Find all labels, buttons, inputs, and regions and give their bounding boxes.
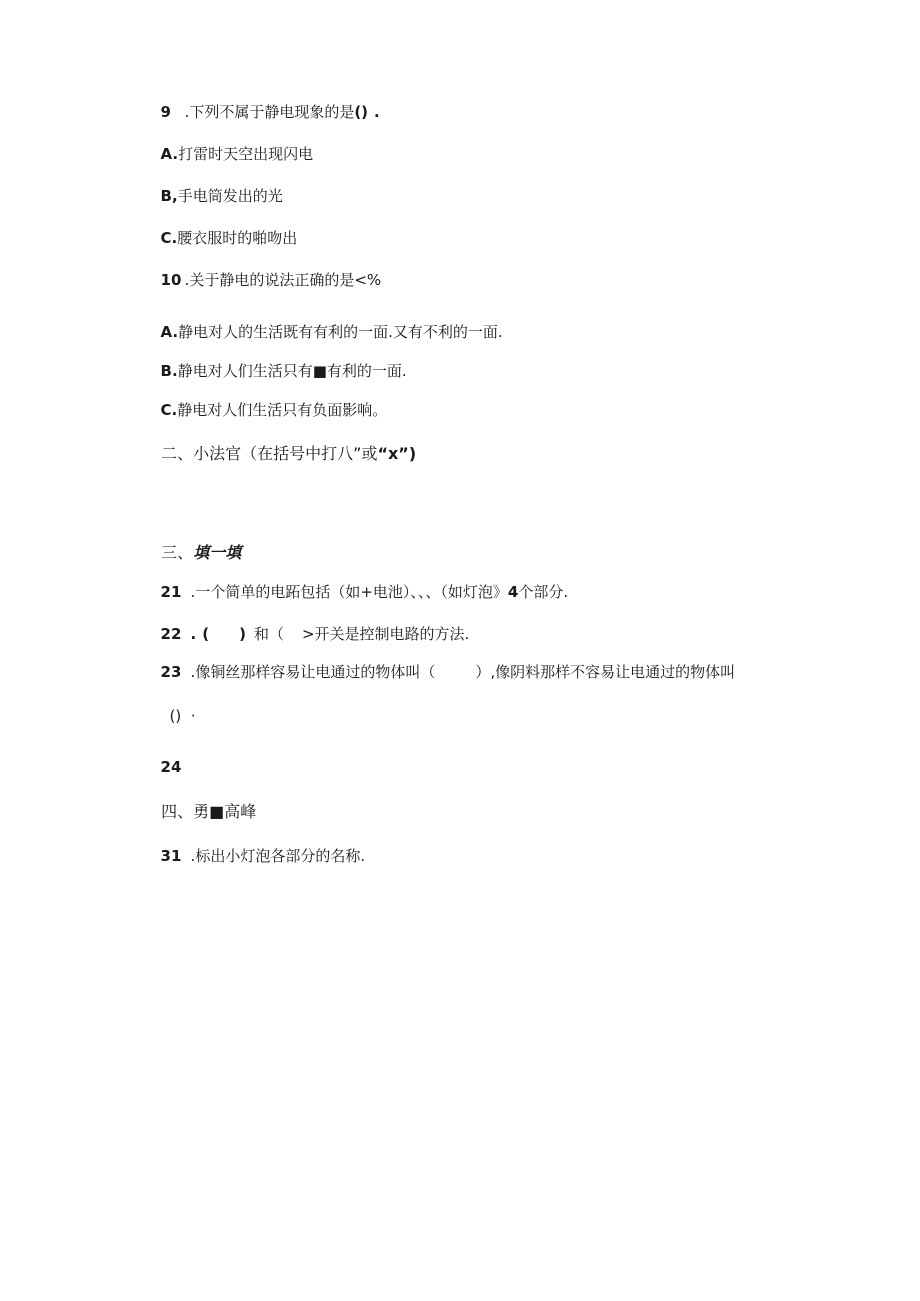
option-label: A. (160, 145, 179, 163)
answer-paren-close: ) (239, 625, 246, 643)
question-number: 9 (160, 103, 171, 121)
question-text: .标出小灯泡各部分的名称. (190, 847, 366, 865)
question-31 (151, 826, 365, 866)
part-count: 4 (507, 583, 519, 601)
section-mark: “x”) (377, 444, 417, 463)
section-prefix: 三、 (161, 543, 194, 562)
option-text: 静电对人的生活既有有利的一面.又有不利的一面. (178, 323, 503, 341)
question-text: .一个简单的电跖包括（如+电池）、、、（如灯泡》 (190, 583, 508, 601)
question-24 (151, 737, 181, 777)
option-text: 静电对人们生活只有负面影响。 (177, 401, 388, 419)
option-c (151, 208, 297, 248)
question-23-continuation (160, 686, 196, 726)
question-text: .关于静电的说法正确的是<% (184, 271, 382, 289)
answer-paren-open: ( (202, 625, 210, 643)
option-c (151, 380, 387, 420)
section-title: 填一填 (193, 543, 242, 562)
question-dot: . (190, 625, 197, 643)
question-text: .像铜丝那样容易让电通过的物体叫（ (190, 663, 436, 681)
question-10 (151, 250, 381, 290)
question-rest: >开关是控制电路的方法. (301, 625, 470, 643)
question-number: 10 (160, 271, 182, 289)
option-a (151, 124, 313, 164)
option-b (151, 166, 283, 206)
section-3-heading (151, 523, 241, 563)
question-text: .下列不属于静电现象的是 (184, 103, 355, 121)
question-end: . (374, 103, 380, 121)
question-number: 31 (160, 847, 182, 865)
question-21 (151, 562, 568, 602)
question-number: 23 (160, 663, 182, 681)
section-4-heading (151, 782, 256, 822)
answer-paren: () (354, 103, 369, 121)
option-label: B. (160, 362, 178, 380)
answer-paren: () · (169, 707, 196, 725)
option-label: C. (160, 401, 178, 419)
option-label: C. (160, 229, 178, 247)
question-mid: 和（ (253, 625, 284, 643)
option-text: 手电筒发出的光 (177, 187, 283, 205)
section-2-heading (151, 424, 416, 464)
option-label: A. (160, 323, 179, 341)
section-title: 二、小法官（在括号中打八”或 (161, 444, 378, 463)
option-a (151, 302, 503, 342)
section-title: 四、勇■高峰 (161, 802, 257, 821)
option-label: B, (160, 187, 178, 205)
option-text: 静电对人们生活只有■有利的一面. (177, 362, 407, 380)
question-23 (151, 642, 735, 682)
question-mid: ）,像阴料那样不容易让电通过的物体叫 (475, 663, 736, 681)
option-b (151, 341, 407, 381)
question-tail: 个部分. (518, 583, 569, 601)
question-number: 21 (160, 583, 182, 601)
question-number: 22 (160, 625, 182, 643)
question-22 (151, 604, 469, 644)
option-text: 腰衣服时的啪吻出 (177, 229, 298, 247)
question-9 (151, 82, 380, 122)
question-number: 24 (160, 758, 182, 776)
option-text: 打雷时天空出现闪电 (178, 145, 314, 163)
